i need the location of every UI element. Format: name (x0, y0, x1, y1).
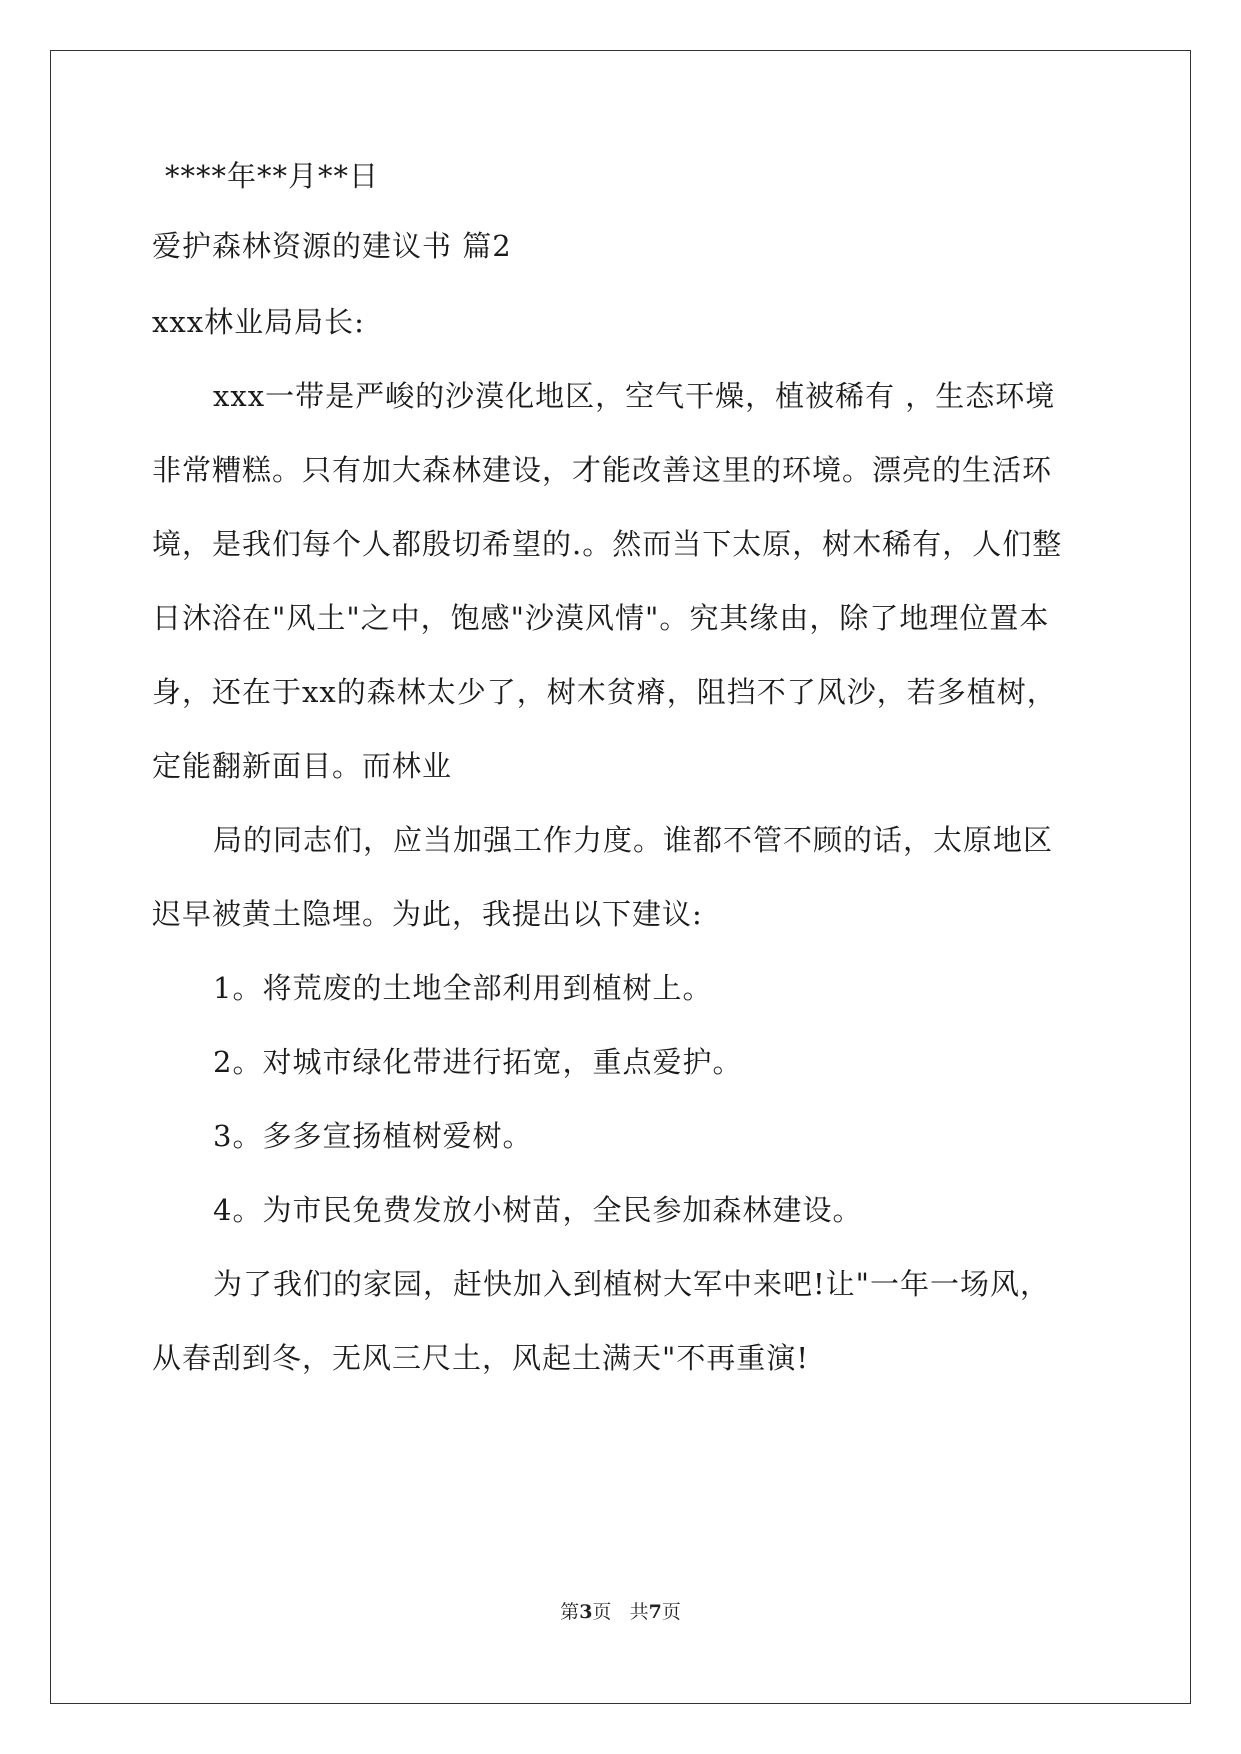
salutation: xxx林业局局长: (152, 305, 365, 339)
page-prefix: 第 (560, 1601, 580, 1623)
closing-line: 为了我们的家园，赶快加入到植树大军中来吧!让"一年一场风， (213, 1267, 1050, 1301)
paragraph-line: 迟早被黄土隐埋。为此，我提出以下建议: (152, 897, 703, 931)
page-footer (0, 1600, 1241, 1624)
suggestion-item: 3。多多宣扬植树爱树。 (213, 1119, 533, 1153)
suggestion-item: 1。将荒废的土地全部利用到植树上。 (213, 971, 713, 1005)
date-line: ****年**月**日 (165, 159, 380, 193)
total-prefix: 共 (629, 1601, 649, 1623)
suggestion-item: 4。为市民免费发放小树苗，全民参加森林建设。 (213, 1193, 863, 1227)
paragraph-line: 非常糟糕。只有加大森林建设，才能改善这里的环境。漂亮的生活环 (152, 453, 1053, 487)
paragraph-line: xxx一带是严峻的沙漠化地区，空气干燥，植被稀有 ，生态环境 (213, 379, 1056, 413)
page-suffix: 页 (592, 1601, 612, 1623)
suggestion-item: 2。对城市绿化带进行拓宽，重点爱护。 (213, 1045, 743, 1079)
paragraph-line: 身，还在于xx的森林太少了，树木贫瘠，阻挡不了风沙，若多植树， (152, 675, 1057, 709)
page-number: 3 (579, 1601, 593, 1623)
paragraph-line: 局的同志们，应当加强工作力度。谁都不管不顾的话，太原地区 (213, 823, 1054, 857)
closing-line: 从春刮到冬，无风三尺土，风起土满天"不再重演! (152, 1341, 809, 1375)
paragraph-line: 定能翻新面目。而林业 (152, 749, 453, 783)
total-suffix: 页 (661, 1601, 681, 1623)
section-title: 爱护森林资源的建议书 篇2 (152, 229, 512, 263)
paragraph-line: 日沐浴在"风土"之中，饱感"沙漠风情"。究其缘由，除了地理位置本 (152, 601, 1050, 635)
total-pages: 7 (648, 1601, 662, 1623)
paragraph-line: 境，是我们每个人都殷切希望的.。然而当下太原，树木稀有，人们整 (152, 527, 1063, 561)
page-border (50, 50, 1191, 1704)
